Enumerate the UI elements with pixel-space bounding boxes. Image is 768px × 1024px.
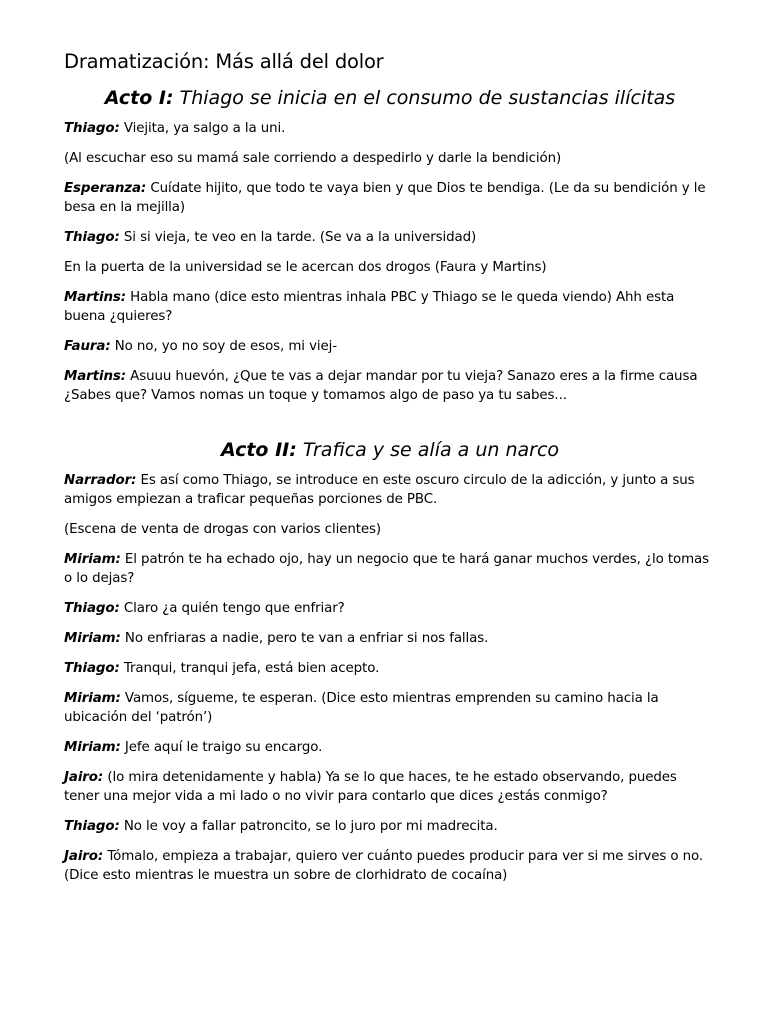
act-section [64,439,716,885]
document-title: Dramatización: Más allá del dolor [64,50,384,73]
act-section [64,87,716,405]
line-text: (Escena de venta de drogas con varios clientes) [64,522,382,537]
speaker-name: Narrador: [64,473,137,488]
dialogue-line [64,550,716,588]
speaker-name: Jairo: [64,849,104,864]
act-number: Acto II: [220,439,297,461]
dialogue-line [64,599,716,618]
stage-direction [64,258,716,277]
speaker-name: Thiago: [64,601,120,616]
speaker-name: Miriam: [64,631,121,646]
speaker-name: Miriam: [64,552,121,567]
line-text: Habla mano (dice esto mientras inhala PBC y Thiago se le queda viendo) Ahh esta buena ¿quieres? [64,290,675,324]
speaker-name: Faura: [64,339,111,354]
dialogue-line [64,689,716,727]
line-text: (Al escuchar eso su mamá sale corriendo a despedirlo y darle la bendición) [64,151,562,166]
line-text: Cuídate hijito, que todo te vaya bien y que Dios te bendiga. (Le da su bendición y le besa en la mejilla) [64,181,706,215]
line-text: Asuuu huevón, ¿Que te vas a dejar mandar por tu vieja? Sanazo eres a la firme causa ¿Sabes que? Vamos nomas un toque y tomamos algo de paso ya tu sabes... [64,369,698,403]
act-subtitle: Trafica y se alía a un narco [296,439,560,461]
act-heading [64,87,716,109]
line-text: Es así como Thiago, se introduce en este oscuro circulo de la adicción, y junto a sus amigos empiezan a traficar pequeñas porciones de PBC. [64,473,695,507]
line-text: No no, yo no soy de esos, mi viej- [110,339,338,354]
dialogue-line [64,288,716,326]
stage-direction [64,149,716,168]
dialogue-line [64,817,716,836]
speaker-name: Martins: [64,369,127,384]
line-text: Claro ¿a quién tengo que enfriar? [119,601,345,616]
dialogue-line [64,768,716,806]
speaker-name: Jairo: [64,770,104,785]
act-number: Acto I: [104,87,174,109]
speaker-name: Thiago: [64,661,120,676]
speaker-name: Thiago: [64,230,120,245]
speaker-name: Esperanza: [64,181,147,196]
dialogue-line [64,847,716,885]
document-page [64,50,716,896]
line-text: (lo mira detenidamente y habla) Ya se lo que haces, te he estado observando, puedes tener una mejor vida a mi lado o no vivir para contarlo que dices ¿estás conmigo? [64,770,677,804]
speaker-name: Miriam: [64,691,121,706]
dialogue-line [64,119,716,138]
line-text: Si si vieja, te veo en la tarde. (Se va a la universidad) [119,230,477,245]
dialogue-line [64,629,716,648]
line-text: Viejita, ya salgo a la uni. [119,121,286,136]
act-subtitle: Thiago se inicia en el consumo de sustancias ilícitas [173,87,676,109]
dialogue-line [64,367,716,405]
dialogue-line [64,228,716,247]
line-text: No le voy a fallar patroncito, se lo juro por mi madrecita. [119,819,498,834]
line-text: Tómalo, empieza a trabajar, quiero ver cuánto puedes producir para ver si me sirves o no. (Dice esto mientras le muestra un sobre de clorhidrato de cocaína) [64,849,704,883]
acts-container [64,87,716,885]
line-text: Vamos, sígueme, te esperan. (Dice esto mientras emprenden su camino hacia la ubicación del ‘patrón’) [64,691,659,725]
speaker-name: Martins: [64,290,127,305]
dialogue-line [64,659,716,678]
speaker-name: Thiago: [64,121,120,136]
dialogue-line [64,179,716,217]
dialogue-line [64,471,716,509]
line-text: No enfriaras a nadie, pero te van a enfriar si nos fallas. [120,631,489,646]
speaker-name: Miriam: [64,740,121,755]
speaker-name: Thiago: [64,819,120,834]
act-heading [64,439,716,461]
line-text: Jefe aquí le traigo su encargo. [120,740,323,755]
dialogue-line [64,738,716,757]
line-text: Tranqui, tranqui jefa, está bien acepto. [119,661,380,676]
line-text: En la puerta de la universidad se le acercan dos drogos (Faura y Martins) [64,260,547,275]
dialogue-line [64,337,716,356]
stage-direction [64,520,716,539]
line-text: El patrón te ha echado ojo, hay un negocio que te hará ganar muchos verdes, ¿lo tomas o lo dejas? [64,552,710,586]
